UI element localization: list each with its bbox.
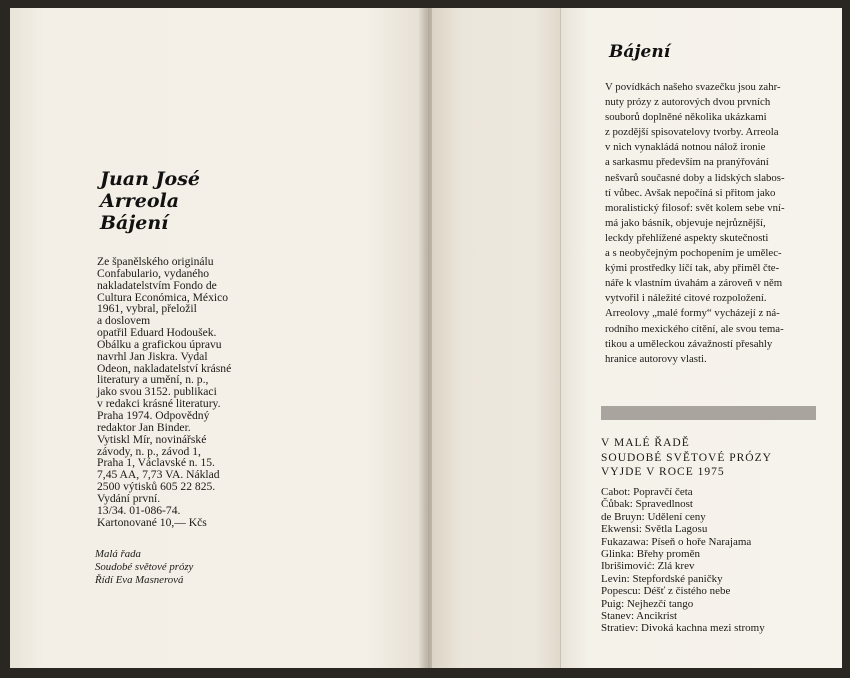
blurb-line: V povídkách našeho svazečku jsou zahr- <box>605 81 781 93</box>
folded-flap <box>428 8 560 668</box>
series-heading-line: SOUDOBÉ SVĚTOVÉ PRÓZY <box>601 451 772 464</box>
blurb-line: v nich vynakládá notnou nálož ironie <box>605 141 766 154</box>
imprint-line: Vydání první. <box>97 491 161 505</box>
book-item: Ekwensi: Světla Lagosu <box>601 523 708 536</box>
imprint-line: Praha 1, Václavské n. 15. <box>97 456 215 470</box>
book-item: Levin: Stepfordské paničky <box>601 572 723 585</box>
blurb-line: leckdy přehlížené aspekty skutečnosti <box>605 231 769 244</box>
book-title: Bájení <box>100 212 169 234</box>
blurb-line: z pozdější spisovatelovy tvorby. Arreola <box>605 126 779 139</box>
series-note <box>95 548 193 587</box>
imprint-line: opatřil Eduard Hodoušek. <box>97 326 217 340</box>
imprint-line: Praha 1974. Odpovědný <box>97 408 210 422</box>
imprint-line: Ze španělského originálu <box>97 255 214 268</box>
book-item: Glinka: Břehy proměn <box>601 548 700 561</box>
blurb-line: nešvarů současné doby a lidských slabos- <box>605 171 785 184</box>
blurb-line: vytvořil i náležité citové rozpoložení. <box>605 292 767 305</box>
author-first-name: Juan José <box>100 168 200 190</box>
blurb-line: Arreolovy „malé formy“ vycházejí z ná- <box>605 307 780 320</box>
imprint-line: 13/34. 01-086-74. <box>97 503 181 517</box>
book-item: Fukazawa: Píseň o hoře Narajama <box>601 535 752 548</box>
imprint-line: Odeon, nakladatelství krásné <box>97 361 232 375</box>
imprint-line: jako svou 3152. publikaci <box>97 385 217 399</box>
book-item: Cabot: Popravčí četa <box>601 486 693 498</box>
series-heading-line: VYJDE V ROCE 1975 <box>601 466 725 478</box>
author-last-name: Arreola <box>100 190 180 212</box>
imprint-line: literatury a umění, n. p., <box>97 373 209 387</box>
imprint-line: redaktor Jan Binder. <box>97 420 191 434</box>
imprint-line: navrhl Jan Jiskra. Vydal <box>97 349 208 363</box>
book-item: Čůbak: Spravedlnost <box>601 498 693 511</box>
blurb-text <box>605 80 821 367</box>
series-heading-line: V MALÉ ŘADĚ <box>601 437 690 449</box>
blurb-line: tí vůbec. Avšak nepočíná si přitom jako <box>605 186 776 199</box>
imprint-text <box>97 256 317 528</box>
blurb-line: kými prostředky líčí tak, aby přiměl čte- <box>605 262 780 275</box>
imprint-line: Cultura Económica, México <box>97 290 229 304</box>
imprint-line: Vytiskl Mír, novinářské <box>97 432 207 446</box>
blurb-line: a s neobyčejným pochopením je umělec- <box>605 247 782 260</box>
imprint-line: Kartonované 10,— Kčs <box>97 515 207 529</box>
blurb-line: moralistický filosof: svět kolem sebe vní- <box>605 201 785 214</box>
book-item: Puig: Nejhezčí tango <box>601 597 694 610</box>
imprint-line: Confabulario, vydaného <box>97 266 210 280</box>
book-item: Stratiev: Divoká kachna mezi stromy <box>601 622 765 635</box>
series-note-line: Malá řada <box>95 548 141 560</box>
right-page <box>560 8 842 668</box>
book-item: Popescu: Déšť z čistého nebe <box>601 585 731 598</box>
imprint-line: Obálku a grafickou úpravu <box>97 337 222 351</box>
blurb-title: Bájení <box>609 42 671 62</box>
blurb-line: nuty prózy z autorových dvou prvních <box>605 96 771 109</box>
upcoming-books-list <box>601 486 765 635</box>
divider-bar <box>601 406 816 420</box>
blurb-line: souborů doplněné několika ukázkami <box>605 111 767 124</box>
blurb-line: hranice autorovy vlasti. <box>605 352 707 365</box>
blurb-line: má jako básník, objevuje nejrůznější, <box>605 216 766 229</box>
series-note-line: Soudobé světové prózy <box>95 561 194 573</box>
imprint-line: nakladatelstvím Fondo de <box>97 278 217 292</box>
book-title-block <box>100 168 200 234</box>
left-page <box>10 8 428 668</box>
book-item: Stanev: Ancikrist <box>601 610 678 623</box>
book-item: de Bruyn: Udělení ceny <box>601 510 706 523</box>
blurb-line: tikou a uměleckou závažností přesahly <box>605 337 773 350</box>
blurb-line: náře k vlastním úvahám a zároveň v něm <box>605 277 783 290</box>
imprint-line: 2500 výtisků 605 22 825. <box>97 480 216 494</box>
imprint-line: a doslovem <box>97 314 151 328</box>
blurb-line: rodního mexického cítění, ale svou tema- <box>605 322 784 335</box>
imprint-line: v redakci krásné literatury. <box>97 397 221 411</box>
page-crease <box>418 8 432 668</box>
imprint-line: 7,45 AA, 7,73 VA. Náklad <box>97 468 220 482</box>
imprint-line: 1961, vybral, přeložil <box>97 302 197 316</box>
series-note-line: Řídí Eva Masnerová <box>95 574 184 586</box>
imprint-line: závody, n. p., závod 1, <box>97 444 201 458</box>
blurb-line: a sarkasmu především na pranýřování <box>605 156 769 169</box>
book-item: Ibrišimović: Zlá krev <box>601 560 695 573</box>
series-heading <box>601 436 772 480</box>
